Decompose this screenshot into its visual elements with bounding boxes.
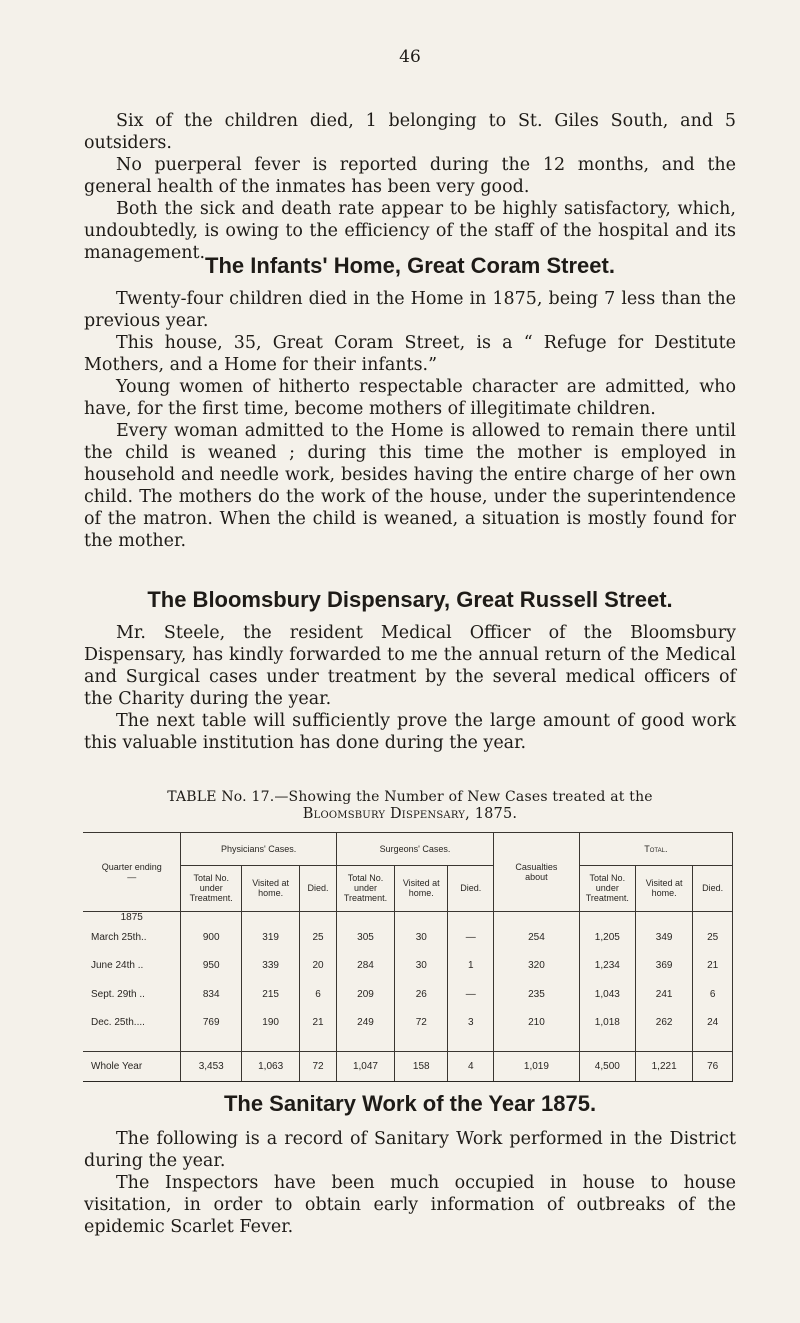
cell: 21 (300, 1009, 336, 1038)
cell: 190 (241, 1009, 299, 1038)
cell: 3 (448, 1009, 494, 1038)
cell: 1,063 (241, 1051, 299, 1081)
table-row-whole-year (83, 1051, 733, 1081)
header-surgeons-total: Total No. under Treatment. (336, 865, 394, 911)
header-physicians-visited: Visited at home. (241, 865, 299, 911)
cell: 6 (693, 980, 733, 1009)
cell: 6 (300, 980, 336, 1009)
cell: 3,453 (181, 1051, 241, 1081)
paragraph: Six of the children died, 1 belonging to St. Giles South, and 5 outsiders. (84, 111, 736, 153)
page-number: 46 (399, 47, 421, 67)
cell: 235 (494, 980, 579, 1009)
cell: 30 (395, 952, 448, 981)
cell: 305 (336, 923, 394, 952)
cell: 215 (241, 980, 299, 1009)
header-surgeons-cases: Surgeons' Cases. (336, 833, 493, 865)
paragraph: The Inspectors have been much occupied in house to house visitation, in order to obtain early information of outbreaks of the epidemic Scarlet Fever. (84, 1173, 736, 1237)
paragraph: Young women of hitherto respectable character are admitted, who have, for the first time, become mothers of illegitimate children. (84, 377, 736, 419)
row-label: Dec. 25th.... (91, 1017, 145, 1029)
table-row (83, 923, 733, 952)
cell: 24 (693, 1009, 733, 1038)
cell: 249 (336, 1009, 394, 1038)
paragraph: No puerperal fever is reported during the 12 months, and the general health of the inmates has been very good. (84, 155, 736, 197)
cell: 254 (494, 923, 579, 952)
cell: 950 (181, 952, 241, 981)
header-surgeons-visited: Visited at home. (395, 865, 448, 911)
dispensary-text (84, 622, 736, 754)
cell: 76 (693, 1051, 733, 1081)
cell: 21 (693, 952, 733, 981)
section-heading-infants-home: The Infants' Home, Great Coram Street. (205, 253, 615, 278)
table-row (83, 980, 733, 1009)
paragraph: Twenty-four children died in the Home in 1875, being 7 less than the previous year. (84, 289, 736, 331)
row-label: June 24th .. (91, 960, 144, 972)
section-heading-sanitary-work: The Sanitary Work of the Year 1875. (223, 1091, 597, 1116)
table-row (83, 952, 733, 981)
cell: 262 (635, 1009, 692, 1038)
row-label: March 25th.. (91, 931, 147, 943)
header-casualties: Casualties about (494, 833, 579, 911)
table-caption (78, 789, 742, 823)
cell: 349 (635, 923, 692, 952)
paragraph: Both the sick and death rate appear to be highly satisfactory, which, undoubtedly, is owing to the efficiency of the staff of the hospital and its management. (84, 199, 736, 263)
cell: 25 (693, 923, 733, 952)
cell: 72 (395, 1009, 448, 1038)
cell: 210 (494, 1009, 579, 1038)
infants-home-text (84, 288, 736, 552)
header-total-total: Total No. under Treatment. (579, 865, 635, 911)
cell: 834 (181, 980, 241, 1009)
header-surgeons-died: Died. (448, 865, 494, 911)
row-label: Whole Year (83, 1051, 181, 1081)
cell: 4,500 (579, 1051, 635, 1081)
cell: 209 (336, 980, 394, 1009)
cell: 241 (635, 980, 692, 1009)
section-heading-bloomsbury-dispensary: The Bloomsbury Dispensary, Great Russell Street. (147, 587, 673, 612)
cell: 158 (395, 1051, 448, 1081)
cell: 1,019 (494, 1051, 579, 1081)
intro-block (84, 110, 736, 264)
table-caption-line-1: TABLE No. 17.—Showing the Number of New Cases treated at the (167, 789, 653, 805)
cell: 26 (395, 980, 448, 1009)
paragraph: Mr. Steele, the resident Medical Officer of the Bloomsbury Dispensary, has kindly forwarded to me the annual return of the Medical and Surgical cases under treatment by the several medical officers of the Charity during the year. (84, 623, 736, 709)
cell: 30 (395, 923, 448, 952)
header-total: Total. (579, 833, 732, 865)
cell: 25 (300, 923, 336, 952)
cell: 1,234 (579, 952, 635, 981)
paragraph: This house, 35, Great Coram Street, is a “ Refuge for Destitute Mothers, and a Home for their infants.” (84, 333, 736, 375)
cell: 369 (635, 952, 692, 981)
cell: 284 (336, 952, 394, 981)
cell: 1,043 (579, 980, 635, 1009)
cell: 319 (241, 923, 299, 952)
cell: — (448, 980, 494, 1009)
header-physicians-died: Died. (300, 865, 336, 911)
cell: 1,018 (579, 1009, 635, 1038)
cell: 769 (181, 1009, 241, 1038)
cell: 1,205 (579, 923, 635, 952)
cell: 320 (494, 952, 579, 981)
cell: 339 (241, 952, 299, 981)
paragraph: Every woman admitted to the Home is allowed to remain there until the child is weaned ; during this time the mother is employed in household and needle work, besides having the entire charge of her own child. The mothers do the work of the house, under the superintendence of the matron. When the child is weaned, a situation is mostly found for the mother. (84, 421, 736, 551)
cell: 900 (181, 923, 241, 952)
cell: 72 (300, 1051, 336, 1081)
cell: 4 (448, 1051, 494, 1081)
table-row (83, 1009, 733, 1038)
cell: — (448, 923, 494, 952)
paragraph: The following is a record of Sanitary Work performed in the District during the year. (84, 1129, 736, 1171)
header-total-visited: Visited at home. (635, 865, 692, 911)
table-caption-line-2: Bloomsbury Dispensary, 1875. (302, 806, 518, 822)
cell: 20 (300, 952, 336, 981)
header-physicians-total: Total No. under Treatment. (181, 865, 241, 911)
header-quarter-ending: Quarter ending— (101, 861, 162, 882)
cell: 1 (448, 952, 494, 981)
year-label: 1875 (83, 911, 181, 923)
cell: 1,047 (336, 1051, 394, 1081)
dispensary-table (83, 832, 733, 1082)
header-total-died: Died. (693, 865, 733, 911)
cell: 1,221 (635, 1051, 692, 1081)
cases-table (83, 833, 733, 1081)
paragraph: The next table will sufficiently prove the large amount of good work this valuable institution has done during the year. (84, 711, 736, 753)
sanitary-text (84, 1128, 736, 1238)
header-physicians-cases: Physicians' Cases. (181, 833, 336, 865)
row-label: Sept. 29th .. (91, 988, 145, 1000)
